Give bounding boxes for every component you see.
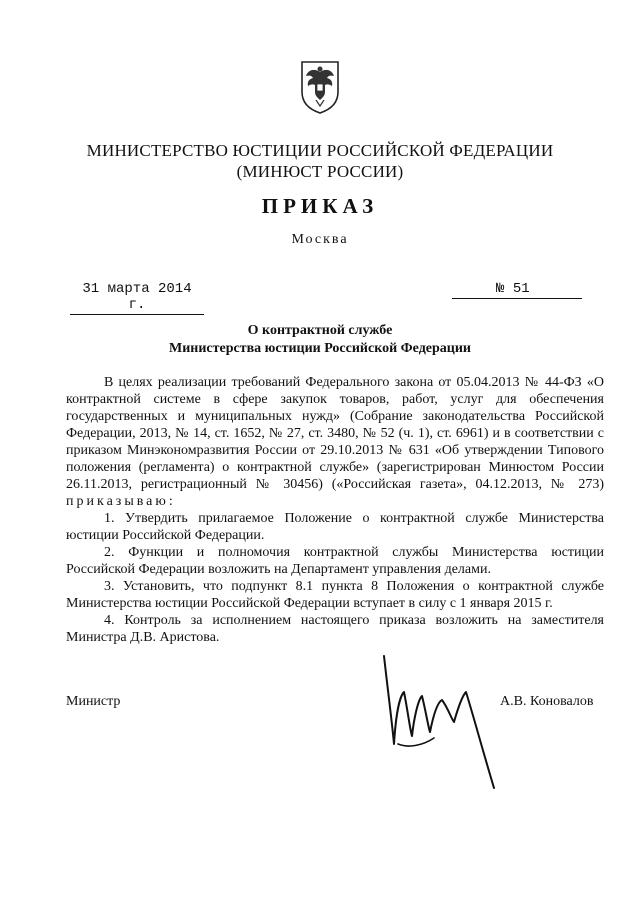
ministry-name-line1: МИНИСТЕРСТВО ЮСТИЦИИ РОССИЙСКОЙ ФЕДЕРАЦИИ: [86, 141, 554, 160]
number-value: 51: [512, 281, 530, 297]
document-date: 31 марта 2014 г.: [70, 281, 204, 315]
document-city: Москва: [291, 232, 349, 247]
document-body: [66, 374, 604, 646]
document-number: [452, 281, 582, 299]
order-word: приказываю:: [66, 494, 176, 509]
ministry-name-line2: (МИНЮСТ РОССИИ): [236, 162, 404, 181]
order-item-2: 2. Функции и полномочия контрактной службы Министерства юстиции Российской Федерации возложить на Департамент управления делами.: [66, 545, 604, 577]
preamble-text: В целях реализации требований Федерального закона от 05.04.2013 № 44-ФЗ «О контрактной системе в сфере закупок товаров, работ, услуг для обеспечения государственных и муниципальных нужд» (Собрание законодательства Российской Федерации, 2013, № 14, ст. 1652, № 27, ст. 3480, № 52 (ч. 1), ст. 6961) и в соответствии с приказом Минэкономразвития России от 29.10.2013 № 631 «Об утверждении Типового положения (регламента) о контрактной службе» (зарегистрирован Минюстом России 26.11.2013, регистрационный № 30456) («Российская газета», 04.12.2013, № 273): [66, 375, 604, 492]
subject-line2: Министерства юстиции Российской Федерации: [169, 341, 471, 356]
signatory-name: А.В. Коновалов: [500, 694, 594, 709]
handwritten-signature: [378, 652, 508, 792]
number-sign: №: [496, 281, 505, 297]
document-type-heading: ПРИКАЗ: [261, 194, 379, 218]
signatory-title: Министр: [66, 694, 121, 709]
order-item-1: 1. Утвердить прилагаемое Положение о контрактной службе Министерства юстиции Российской Федерации.: [66, 511, 604, 543]
order-item-4: 4. Контроль за исполнением настоящего приказа возложить на заместителя Министра Д.В. Аристова.: [66, 613, 604, 645]
ministry-name: [0, 140, 640, 182]
document-subject: [0, 322, 640, 358]
preamble-paragraph: [66, 374, 604, 510]
double-headed-eagle-emblem-icon: [296, 58, 344, 114]
subject-line1: О контрактной службе: [247, 323, 393, 338]
order-item-3: 3. Установить, что подпункт 8.1 пункта 8 Положения о контрактной службе Министерства юстиции Российской Федерации вступает в силу с 1 января 2015 г.: [66, 579, 604, 611]
